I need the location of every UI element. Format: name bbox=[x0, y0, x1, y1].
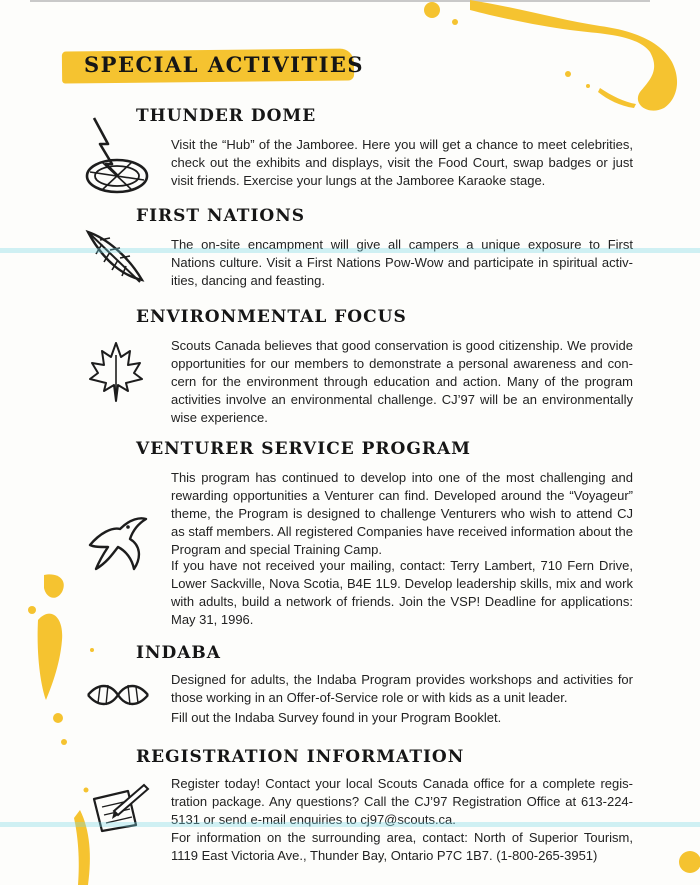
knot-icon bbox=[86, 675, 150, 715]
section-title: THUNDER DOME bbox=[136, 106, 317, 126]
paragraph: This program has continued to develop into one of the most challenging and rewarding opportunities a Venturer can find. Developed around the “Voyageur” theme, the Program is designed to challenge Venturers who wish to attend CJ as staff members. All registered Companies have received information about the Program and special Training Camp. bbox=[171, 470, 633, 557]
paragraph: Scouts Canada believes that good conservation is good citizenship. We provide opportunities for our members to demonstrate a personal awareness and concern for the environment through education and action. Many of the program activities involve an environmental challenge. CJ’97 will be an environmentally wise experience. bbox=[171, 338, 633, 425]
feather-icon bbox=[84, 228, 146, 286]
scan-artifact-band bbox=[0, 248, 700, 253]
scan-artifact-band bbox=[0, 822, 700, 827]
section-title: REGISTRATION INFORMATION bbox=[136, 747, 465, 767]
paragraph: Designed for adults, the Indaba Program provides workshops and activities for those working in an Offer-of-Service role or with kids as a unit leader. bbox=[171, 672, 633, 705]
paragraph: Visit the “Hub” of the Jamboree. Here you will get a chance to meet celebrities, check out the exhibits and displays, visit the Food Court, swap badges or just visit friends. Exercise your lungs at the Jamboree Karaoke stage. bbox=[171, 137, 633, 188]
section-title: INDABA bbox=[136, 643, 221, 663]
page-title: SPECIAL ACTIVITIES bbox=[84, 52, 365, 77]
section-title: ENVIRONMENTAL FOCUS bbox=[136, 307, 407, 327]
bird-icon bbox=[86, 515, 148, 575]
thunder-drum-icon bbox=[84, 114, 150, 198]
section-title: FIRST NATIONS bbox=[136, 206, 306, 226]
paragraph: For information on the surrounding area, contact: North of Superior Tourism, 1119 East Victoria Ave., Thunder Bay, Ontario P7C 1B7. (1-800-265-3951) bbox=[171, 830, 633, 863]
paragraph: If you have not received your mailing, contact: Terry Lambert, 710 Fern Drive, Lower Sackville, Nova Scotia, B4E 1L9. Develop leadership skills, mix and work with adults, build a network of friends. Join the VSP! Deadline for applications: May 31, 1996. bbox=[171, 558, 633, 627]
section-title: VENTURER SERVICE PROGRAM bbox=[136, 439, 471, 459]
maple-leaf-icon bbox=[88, 341, 144, 403]
paragraph: The on-site encampment will give all campers a unique exposure to First Nations culture. Visit a First Nations Pow-Wow and participate in spiritual activities, dancing and feasting. bbox=[171, 237, 633, 288]
paragraph: Fill out the Indaba Survey found in your Program Booklet. bbox=[171, 710, 502, 725]
paragraph: Register today! Contact your local Scouts Canada office for a complete registration package. Any questions? Call the CJ’97 Registration Office at 613-224-5131 or send e-mail enquiries to cj97@scouts.ca. bbox=[171, 776, 633, 827]
